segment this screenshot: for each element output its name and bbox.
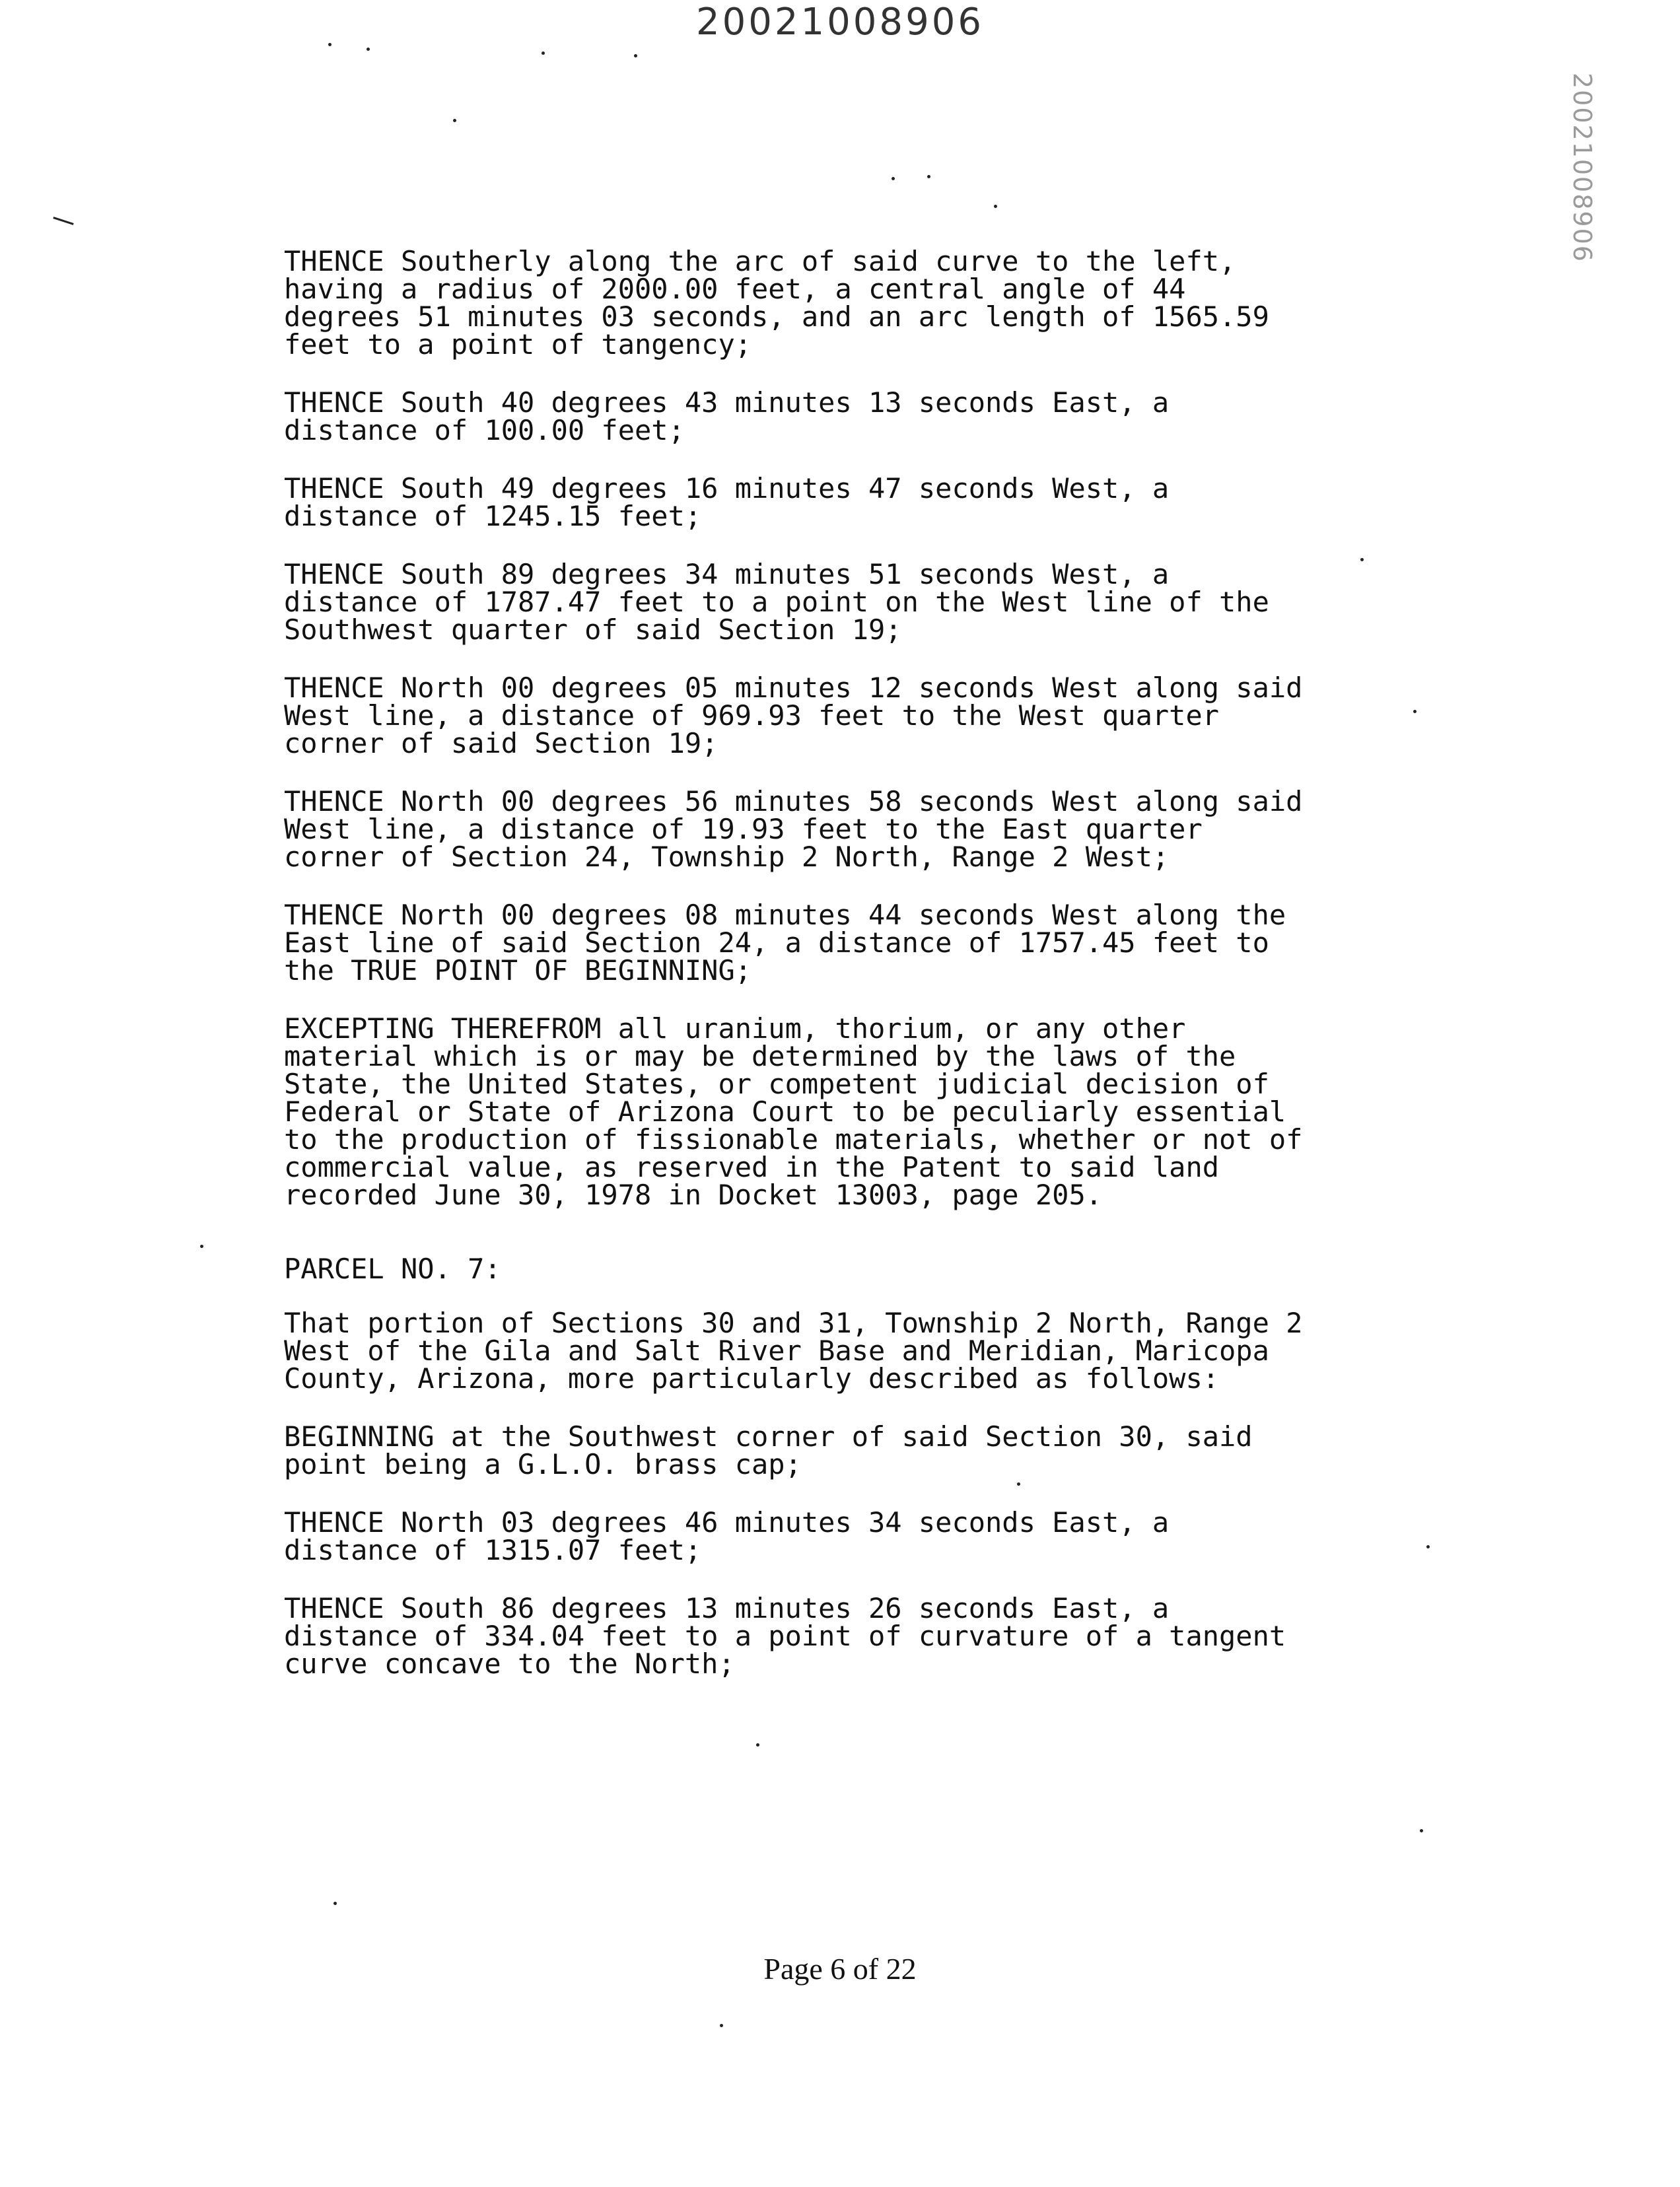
parcel-paragraph: That portion of Sections 30 and 31, Township 2 North, Range 2 West of the Gila and Salt River Base and Meridian, Maricopa County, Arizona, more particularly described as follows: bbox=[284, 1307, 1303, 1395]
scan-speck bbox=[1420, 1829, 1423, 1832]
document-body bbox=[284, 245, 1459, 1708]
scan-speck bbox=[994, 205, 997, 208]
paragraph: THENCE North 00 degrees 05 minutes 12 seconds West along said West line, a distance of 969.93 feet to the West quarter corner of said Section 19; bbox=[284, 672, 1303, 759]
parcel-paragraph: THENCE North 03 degrees 46 minutes 34 seconds East, a distance of 1315.07 feet; bbox=[284, 1506, 1170, 1566]
side-stamp bbox=[1570, 73, 1598, 291]
paragraph: EXCEPTING THEREFROM all uranium, thorium, or any other material which is or may be determined by the laws of the State, the United States, or competent judicial decision of Federal or State of Arizona Court to be peculiarly essential to the production of fissionable materials, whether or not of commercial value, as reserved in the Patent to said land recorded June 30, 1978 in Docket 13003, page 205. bbox=[284, 1012, 1303, 1211]
scan-speck bbox=[927, 175, 930, 178]
scan-speck bbox=[333, 1902, 337, 1905]
scan-speck bbox=[328, 43, 332, 46]
parcel-heading: PARCEL NO. 7: bbox=[284, 1253, 501, 1285]
scan-speck bbox=[892, 177, 895, 180]
scan-speck bbox=[542, 52, 545, 55]
paragraph: THENCE North 00 degrees 56 minutes 58 seconds West along said West line, a distance of 19.93 feet to the East quarter corner of Section 24, Township 2 North, Range 2 West; bbox=[284, 785, 1303, 873]
scan-speck bbox=[453, 119, 456, 122]
paragraph: THENCE South 49 degrees 16 minutes 47 seconds West, a distance of 1245.15 feet; bbox=[284, 472, 1170, 532]
paragraph: THENCE South 89 degrees 34 minutes 51 seconds West, a distance of 1787.47 feet to a point on the West line of the Southwest quarter of said Section 19; bbox=[284, 558, 1269, 646]
side-stamp-text: 20021008906 bbox=[1568, 73, 1597, 263]
scan-speck bbox=[367, 48, 370, 51]
scan-speck bbox=[200, 1245, 203, 1248]
document-number: 20021008906 bbox=[696, 1, 984, 44]
scan-speck bbox=[756, 1743, 759, 1747]
scan-mark bbox=[53, 217, 73, 225]
paragraph: THENCE South 40 degrees 43 minutes 13 seconds East, a distance of 100.00 feet; bbox=[284, 386, 1170, 446]
scan-speck bbox=[720, 2024, 723, 2027]
scan-speck bbox=[634, 54, 637, 57]
page-number: Page 6 of 22 bbox=[763, 1952, 917, 1986]
parcel-paragraph: THENCE South 86 degrees 13 minutes 26 seconds East, a distance of 334.04 feet to a point of curvature of a tangent curve concave to the North; bbox=[284, 1592, 1286, 1680]
parcel-paragraph: BEGINNING at the Southwest corner of said Section 30, said point being a G.L.O. brass cap; bbox=[284, 1420, 1253, 1480]
paragraph: THENCE Southerly along the arc of said curve to the left, having a radius of 2000.00 feet, a central angle of 44 degrees 51 minutes 03 seconds, and an arc length of 1565.59 feet to a point of tangency; bbox=[284, 245, 1269, 361]
paragraph: THENCE North 00 degrees 08 minutes 44 seconds West along the East line of said Section 24, a distance of 1757.45 feet to the TRUE POINT OF BEGINNING; bbox=[284, 899, 1286, 987]
